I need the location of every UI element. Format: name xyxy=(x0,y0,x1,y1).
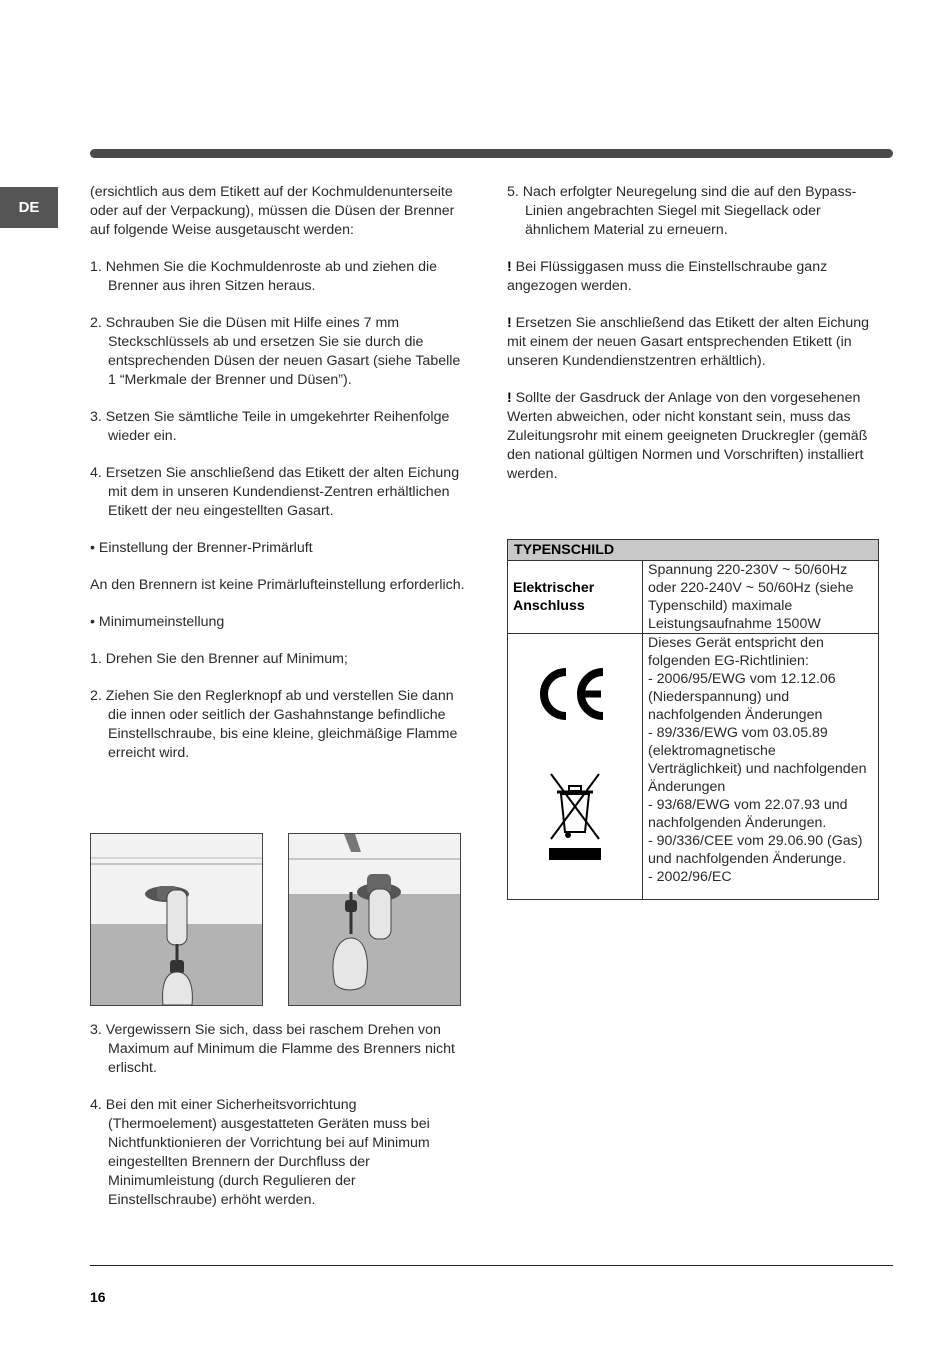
warning-3 xyxy=(507,389,887,484)
illustration-screwdriver-center xyxy=(288,833,461,1006)
directives-text: Dieses Gerät entspricht den folgenden EG-Richtlinien: - 2006/95/EWG vom 12.12.06 (Niederspannung) und nachfolgenden Änderungen - 89/336/EWG vom 03.05.89 (elektromagnetische Verträglichkeit) und nachfolgenden Änderungen - 93/68/EWG vom 22.07.93 und nachfolgenden Änderungen. - 90/336/CEE vom 29.06.90 (Gas) und nachfolgenden Änderunge. - 2002/96/EC xyxy=(643,634,879,900)
step-3: 3. Setzen Sie sämtliche Teile in umgekehrter Reihenfolge wieder ein. xyxy=(90,409,450,444)
ce-and-weee-marks xyxy=(513,634,637,894)
left-column xyxy=(90,183,465,781)
crossed-out-bin-icon xyxy=(549,774,601,860)
bullet-primary-air: • Einstellung der Brenner-Primärluft xyxy=(90,540,313,556)
warning-mark: ! xyxy=(507,390,512,406)
warning-2 xyxy=(507,314,887,371)
step-5: 5. Nach erfolgter Neuregelung sind die auf den Bypass-Linien angebrachten Siegel mit Siegellack oder ähnlichem Material zu erneuern. xyxy=(507,184,857,238)
electric-connection-value: Spannung 220-230V ~ 50/60Hz oder 220-240V ~ 50/60Hz (siehe Typenschild) maximale Leistungsaufnahme 1500W xyxy=(643,561,879,634)
min-step-3: 3. Vergewissern Sie sich, dass bei raschem Drehen von Maximum auf Minimum die Flamme des Brenners nicht erlischt. xyxy=(90,1022,455,1076)
step-4: 4. Ersetzen Sie anschließend das Etikett der alten Eichung mit dem in unseren Kundendienst-Zentren erhältlichen Etikett der neu eingestellten Gasart. xyxy=(90,465,460,519)
language-tab: DE xyxy=(0,187,58,228)
left-column-continued xyxy=(90,1021,465,1228)
electric-connection-label: Elektrischer Anschluss xyxy=(508,561,643,634)
rating-plate-table xyxy=(507,539,879,900)
right-column xyxy=(507,183,887,502)
min-step-4: 4. Bei den mit einer Sicherheitsvorrichtung (Thermoelement) ausgestatteten Geräten muss bei Nichtfunktionieren der Vorrichtung bei auf Minimum eingestellten Brennern der Durchfluss der Minimumleistung (durch Regulieren der Einstellschraube) erhöht werden. xyxy=(90,1097,430,1208)
primary-air-text: An den Brennern ist keine Primärlufteinstellung erforderlich. xyxy=(90,577,465,593)
ce-mark-icon xyxy=(544,672,603,716)
adjustment-illustrations xyxy=(90,833,462,1006)
warning-mark: ! xyxy=(507,259,512,275)
certification-marks xyxy=(508,634,643,900)
page-number: 16 xyxy=(90,1289,106,1305)
bullet-minimum: • Minimumeinstellung xyxy=(90,614,225,630)
step-1: 1. Nehmen Sie die Kochmuldenroste ab und ziehen die Brenner aus ihren Sitzen heraus. xyxy=(90,259,438,294)
min-step-2: 2. Ziehen Sie den Reglerknopf ab und verstellen Sie dann die innen oder seitlich der Gashahnstange befindliche Einstellschraube, bis eine kleine, gleichmäßige Flamme erreicht wird. xyxy=(90,688,458,761)
step-2: 2. Schrauben Sie die Düsen mit Hilfe eines 7 mm Steckschlüssels ab und ersetzen Sie sie durch die entsprechenden Düsen der neuen Gasart (siehe Tabelle 1 “Merkmale der Brenner und Düsen”). xyxy=(90,315,461,388)
header-bar xyxy=(90,149,893,158)
warning-3-text: Sollte der Gasdruck der Anlage von den vorgesehenen Werten abweichen, oder nicht konstant sein, muss das Zuleitungsrohr mit einem geeigneten Druckregler (gemäß den national gültigen Normen und Vorschriften) installiert werden. xyxy=(507,390,868,482)
warning-mark: ! xyxy=(507,315,512,331)
illustration-screwdriver-side xyxy=(90,833,263,1006)
warning-1 xyxy=(507,258,887,296)
warning-1-text: Bei Flüssiggasen muss die Einstellschraube ganz angezogen werden. xyxy=(507,259,828,294)
warning-2-text: Ersetzen Sie anschließend das Etikett der alten Eichung mit einem der neuen Gasart entsprechenden Etikett (in unseren Kundendienstzentren erhältlich). xyxy=(507,315,869,369)
intro-paragraph: (ersichtlich aus dem Etikett auf der Kochmuldenunterseite oder auf der Verpackung), müssen die Düsen der Brenner auf folgende Weise ausgetauscht werden: xyxy=(90,184,455,238)
rating-plate-header: TYPENSCHILD xyxy=(508,540,879,561)
min-step-1: 1. Drehen Sie den Brenner auf Minimum; xyxy=(90,651,348,667)
footer-rule xyxy=(90,1265,893,1266)
